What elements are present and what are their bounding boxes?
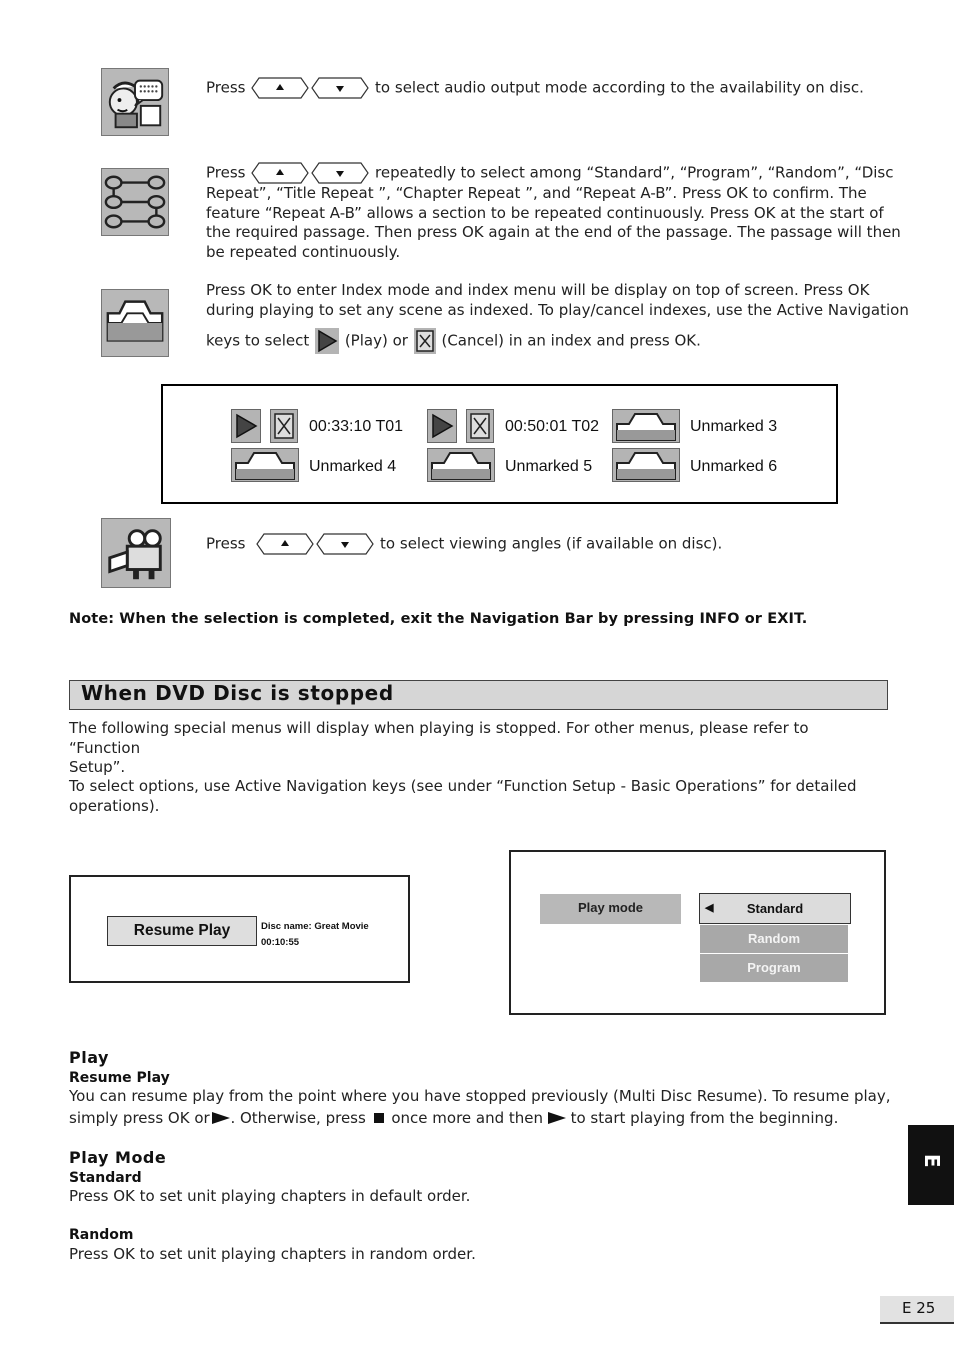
press-label: Press <box>206 163 246 182</box>
index-line1: Press OK to enter Index mode and index menu will be display on top of screen. Press OK <box>206 281 870 299</box>
disc-name-label: Disc name: Great Movie <box>261 921 369 932</box>
language-tab-letter: E <box>919 1153 944 1168</box>
down-key-icon <box>311 162 369 184</box>
resume-play-line2b: . Otherwise, press <box>230 1108 366 1127</box>
resume-play-line2d: to start playing from the beginning. <box>570 1108 839 1127</box>
repeat-line1: repeatedly to select among “Standard”, “Program”, “Random”, “Disc <box>375 163 894 182</box>
play-icon[interactable] <box>427 409 457 443</box>
index-instruction <box>206 281 909 354</box>
play-mode-screen <box>509 850 886 1015</box>
index-entry-2[interactable]: 00:50:01 T02 <box>505 418 600 435</box>
angle-text: to select viewing angles (if available on disc). <box>380 534 723 553</box>
index-folder-icon[interactable] <box>427 448 495 482</box>
section-p1-line1: The following special menus will display when playing is stopped. For other menus, please refer to “Function <box>69 719 809 757</box>
section-paragraph-2 <box>69 777 879 816</box>
section-p1-line2: Setup”. <box>69 758 126 776</box>
index-entry-5[interactable]: Unmarked 5 <box>505 458 593 475</box>
play-mode-option-random[interactable]: Random <box>700 925 848 953</box>
play-icon <box>315 328 339 354</box>
up-key-icon <box>256 533 314 555</box>
play-heading: Play <box>69 1048 109 1067</box>
play-mode-option-program[interactable]: Program <box>700 954 848 982</box>
play-mode-option-standard[interactable] <box>699 893 851 924</box>
section-p2-line1: To select options, use Active Navigation keys (see under “Function Setup - Basic Operations” for detailed <box>69 777 857 795</box>
play-mode-selected-label: Standard <box>746 901 804 916</box>
cancel-icon[interactable] <box>270 409 298 443</box>
index-line3a: keys to select <box>206 331 310 350</box>
index-entry-4[interactable]: Unmarked 4 <box>309 458 397 475</box>
repeat-line5: be repeated continuously. <box>206 242 401 261</box>
cancel-icon[interactable] <box>466 409 494 443</box>
press-label: Press <box>206 534 246 553</box>
camera-angle-icon <box>101 518 171 588</box>
left-arrow-icon: ◀ <box>705 902 714 914</box>
resume-play-line1: You can resume play from the point where you have stopped previously (Multi Disc Resume). To resume play, <box>69 1087 891 1105</box>
index-line3b: (Play) or <box>344 331 408 350</box>
repeat-icon <box>101 168 169 236</box>
section-title: When DVD Disc is stopped <box>81 681 394 705</box>
random-subheading: Random <box>69 1227 134 1243</box>
index-folder-icon <box>101 289 169 357</box>
up-key-icon <box>251 162 309 184</box>
audio-text: to select audio output mode according to the availability on disc. <box>375 78 864 97</box>
index-folder-icon[interactable] <box>231 448 299 482</box>
resume-play-subheading: Resume Play <box>69 1070 170 1086</box>
language-tab <box>908 1125 954 1205</box>
section-p2-line2: operations). <box>69 796 160 815</box>
up-key-icon <box>251 77 309 99</box>
repeat-line3: feature “Repeat A-B” allows a section to be repeated continuously. Press OK at the start of <box>206 203 884 222</box>
index-folder-icon[interactable] <box>612 448 680 482</box>
play-icon[interactable] <box>231 409 261 443</box>
resume-play-screen <box>69 875 410 983</box>
stop-square-icon <box>374 1113 384 1123</box>
index-menu <box>161 384 838 504</box>
section-paragraph-1 <box>69 719 879 778</box>
index-line2: during playing to set any scene as indexed. To play/cancel indexes, use the Active Navigation <box>206 300 909 319</box>
cancel-icon <box>414 328 436 354</box>
standard-text: Press OK to set unit playing chapters in default order. <box>69 1187 471 1205</box>
press-label: Press <box>206 78 246 97</box>
audio-instruction <box>206 77 864 99</box>
index-folder-icon[interactable] <box>612 409 680 443</box>
resume-time-label: 00:10:55 <box>261 937 300 948</box>
play-triangle-icon <box>212 1112 230 1124</box>
index-entry-6[interactable]: Unmarked 6 <box>690 458 778 475</box>
section-heading <box>69 680 888 710</box>
standard-subheading: Standard <box>69 1170 142 1186</box>
page-number <box>880 1296 954 1324</box>
angle-instruction <box>206 533 722 555</box>
resume-play-line2c: once more and then <box>391 1108 544 1127</box>
play-mode-heading: Play Mode <box>69 1148 167 1167</box>
resume-play-button[interactable]: Resume Play <box>107 916 257 946</box>
play-triangle-icon <box>548 1112 566 1124</box>
audio-icon <box>101 68 169 136</box>
play-mode-label: Play mode <box>540 894 681 924</box>
down-key-icon <box>311 77 369 99</box>
resume-play-line2a: simply press OK or <box>69 1108 210 1127</box>
index-entry-3[interactable]: Unmarked 3 <box>690 418 778 435</box>
repeat-line4: the required passage. Then press OK again at the end of the passage. The passage will then <box>206 223 901 241</box>
index-line3c: (Cancel) in an index and press OK. <box>441 331 701 350</box>
note-text: Note: When the selection is completed, exit the Navigation Bar by pressing INFO or EXIT. <box>69 611 808 627</box>
index-entry-1[interactable]: 00:33:10 T01 <box>309 418 404 435</box>
random-text: Press OK to set unit playing chapters in random order. <box>69 1245 476 1263</box>
down-key-icon <box>316 533 374 555</box>
page-number-label: E 25 <box>902 1299 936 1317</box>
repeat-line2: Repeat”, “Title Repeat ”, “Chapter Repeat ”, and “Repeat A-B”. Press OK to confirm. The <box>206 184 867 202</box>
repeat-instruction <box>206 162 901 262</box>
resume-play-text <box>69 1087 891 1128</box>
